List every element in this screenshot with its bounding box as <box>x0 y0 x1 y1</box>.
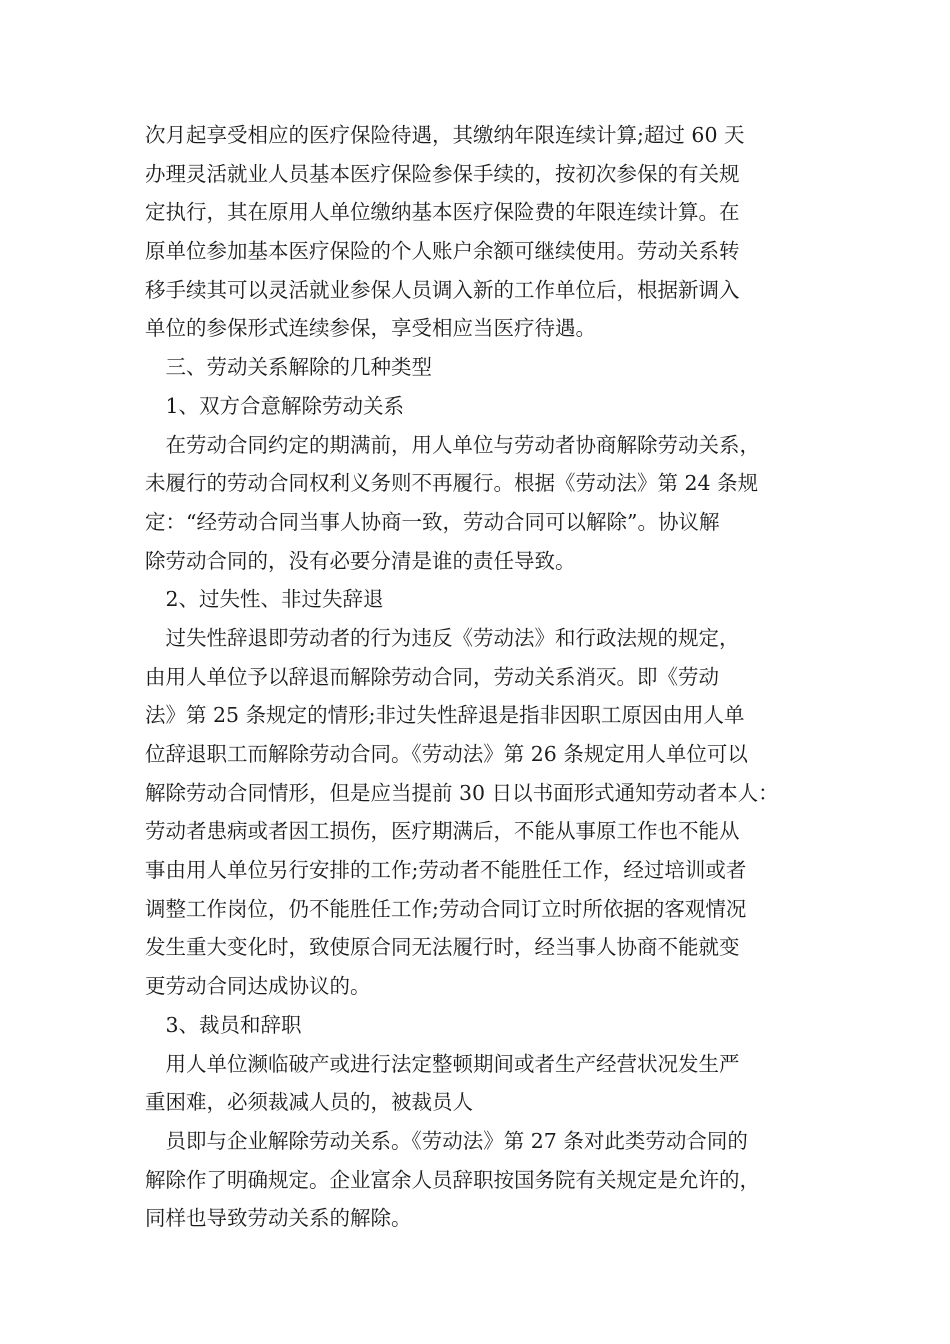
text-line: 在劳动合同约定的期满前，用人单位与劳动者协商解除劳动关系， <box>145 432 760 457</box>
subsection-heading: 1、双方合意解除劳动关系 <box>145 393 405 418</box>
text-line: 未履行的劳动合同权利义务则不再履行。根据《劳动法》第 24 条规 <box>145 471 759 496</box>
text-line: 定：“经劳动合同当事人协商一致，劳动合同可以解除”。协议解 <box>145 509 720 534</box>
section-heading: 三、劳动关系解除的几种类型 <box>145 355 432 380</box>
text-line: 解除劳动合同情形，但是应当提前 30 日以书面形式通知劳动者本人： <box>145 780 779 805</box>
text-line: 解除作了明确规定。企业富余人员辞职按国务院有关规定是允许的， <box>145 1167 760 1192</box>
document-body <box>145 116 815 1238</box>
text-line: 位辞退职工而解除劳动合同。《劳动法》第 26 条规定用人单位可以 <box>145 742 748 766</box>
text-line: 事由用人单位另行安排的工作;劳动者不能胜任工作，经过培训或者 <box>145 858 747 883</box>
text-line: 定执行，其在原用人单位缴纳基本医疗保险费的年限连续计算。在 <box>145 200 740 225</box>
text-line: 用人单位濒临破产或进行法定整顿期间或者生产经营状况发生严 <box>145 1051 740 1076</box>
text-line: 除劳动合同的，没有必要分清是谁的责任导致。 <box>145 548 576 573</box>
text-line: 办理灵活就业人员基本医疗保险参保手续的，按初次参保的有关规 <box>145 161 740 186</box>
text-line: 同样也导致劳动关系的解除。 <box>145 1206 412 1231</box>
subsection-heading: 2、过失性、非过失辞退 <box>145 587 384 612</box>
text-line: 单位的参保形式连续参保，享受相应当医疗待遇。 <box>145 316 596 341</box>
text-line: 调整工作岗位，仍不能胜任工作;劳动合同订立时所依据的客观情况 <box>145 896 747 921</box>
text-line: 由用人单位予以辞退而解除劳动合同，劳动关系消灭。即《劳动 <box>145 664 719 689</box>
text-line: 移手续其可以灵活就业参保人员调入新的工作单位后，根据新调入 <box>145 277 740 302</box>
text-line: 重困难，必须裁减人员的，被裁员人 <box>145 1090 473 1115</box>
text-line: 员即与企业解除劳动关系。《劳动法》第 27 条对此类劳动合同的 <box>145 1128 748 1153</box>
text-line: 法》第 25 条规定的情形;非过失性辞退是指非因职工原因由用人单 <box>145 703 745 728</box>
text-line: 劳动者患病或者因工损伤，医疗期满后，不能从事原工作也不能从 <box>145 819 740 844</box>
text-line: 发生重大变化时，致使原合同无法履行时，经当事人协商不能就变 <box>145 935 740 960</box>
text-line: 次月起享受相应的医疗保险待遇，其缴纳年限连续计算;超过 60 天 <box>145 123 745 147</box>
text-line: 更劳动合同达成协议的。 <box>145 974 371 999</box>
text-line: 原单位参加基本医疗保险的个人账户余额可继续使用。劳动关系转 <box>145 239 740 264</box>
subsection-heading: 3、裁员和辞职 <box>145 1012 302 1037</box>
text-line: 过失性辞退即劳动者的行为违反《劳动法》和行政法规的规定， <box>145 625 740 650</box>
